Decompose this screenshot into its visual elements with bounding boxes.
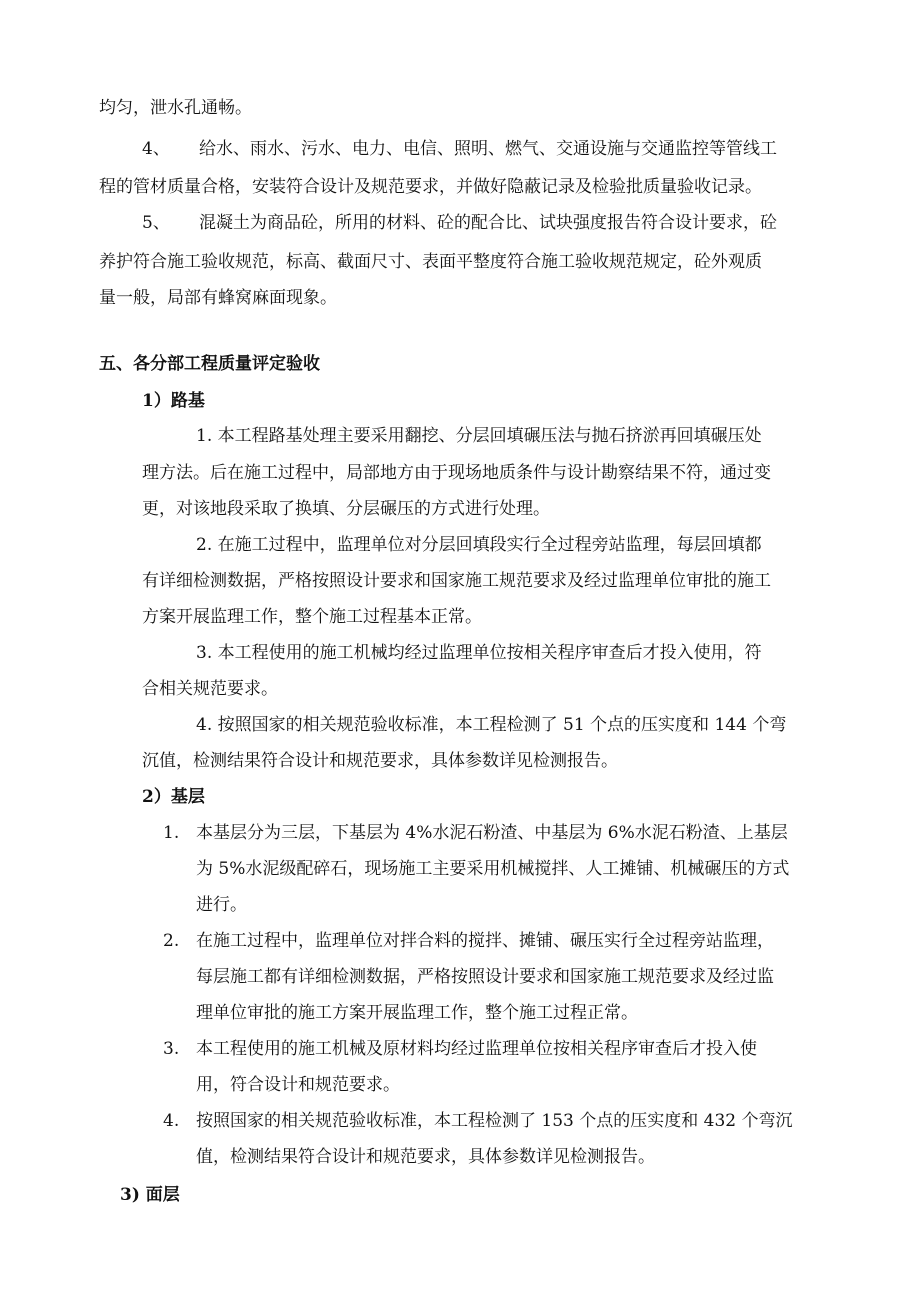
list-number: 5、 [142,213,170,233]
paragraph-line: 合相关规范要求。 [142,679,278,699]
paragraph-line: 3. 本工程使用的施工机械均经过监理单位按相关程序审查后才投入使用，符 [196,643,762,663]
subsection-heading: 1）路基 [142,391,205,411]
paragraph-line: 本基层分为三层，下基层为 4%水泥石粉渣、中基层为 6%水泥石粉渣、上基层 [196,823,788,843]
paragraph-line: 每层施工都有详细检测数据，严格按照设计要求和国家施工规范要求及经过监 [196,967,774,987]
paragraph-line: 均匀，泄水孔通畅。 [99,98,252,118]
list-number: 3. [163,1039,180,1059]
paragraph-line: 理单位审批的施工方案开展监理工作，整个施工过程正常。 [196,1003,638,1023]
paragraph-line: 本工程使用的施工机械及原材料均经过监理单位按相关程序审查后才投入使 [196,1039,757,1059]
paragraph-line: 理方法。后在施工过程中，局部地方由于现场地质条件与设计勘察结果不符，通过变 [142,463,771,483]
subsection-heading: 2）基层 [142,787,205,807]
list-number: 4. [163,1111,180,1131]
paragraph-line: 沉值，检测结果符合设计和规范要求，具体参数详见检测报告。 [142,751,618,771]
list-number: 1. [163,823,180,843]
subsection-heading: 3) 面层 [120,1185,180,1205]
paragraph-line: 2. 在施工过程中，监理单位对分层回填段实行全过程旁站监理，每层回填都 [196,535,762,555]
paragraph-line: 混凝土为商品砼，所用的材料、砼的配合比、试块强度报告符合设计要求，砼 [199,213,777,233]
paragraph-line: 4. 按照国家的相关规范验收标准，本工程检测了 51 个点的压实度和 144 个弯 [196,715,787,735]
list-number: 2. [163,931,180,951]
paragraph-line: 程的管材质量合格，安装符合设计及规范要求，并做好隐蔽记录及检验批质量验收记录。 [99,177,762,197]
paragraph-line: 量一般，局部有蜂窝麻面现象。 [99,288,337,308]
paragraph-line: 1. 本工程路基处理主要采用翻挖、分层回填碾压法与抛石挤淤再回填碾压处 [196,426,762,446]
paragraph-line: 方案开展监理工作，整个施工过程基本正常。 [142,607,482,627]
section-heading: 五、各分部工程质量评定验收 [99,354,320,374]
paragraph-line: 用，符合设计和规范要求。 [196,1075,400,1095]
paragraph-line: 给水、雨水、污水、电力、电信、照明、燃气、交通设施与交通监控等管线工 [199,139,777,159]
paragraph-line: 为 5%水泥级配碎石，现场施工主要采用机械搅拌、人工摊铺、机械碾压的方式 [196,859,790,879]
list-number: 4、 [142,139,170,159]
paragraph-line: 养护符合施工验收规范，标高、截面尺寸、表面平整度符合施工验收规范规定，砼外观质 [99,252,762,272]
paragraph-line: 更，对该地段采取了换填、分层碾压的方式进行处理。 [142,499,550,519]
paragraph-line: 有详细检测数据，严格按照设计要求和国家施工规范要求及经过监理单位审批的施工 [142,571,771,591]
paragraph-line: 值，检测结果符合设计和规范要求，具体参数详见检测报告。 [196,1147,655,1167]
paragraph-line: 按照国家的相关规范验收标准，本工程检测了 153 个点的压实度和 432 个弯沉 [196,1111,793,1131]
paragraph-line: 在施工过程中，监理单位对拌合料的搅拌、摊铺、碾压实行全过程旁站监理， [196,931,774,951]
paragraph-line: 进行。 [196,895,247,915]
